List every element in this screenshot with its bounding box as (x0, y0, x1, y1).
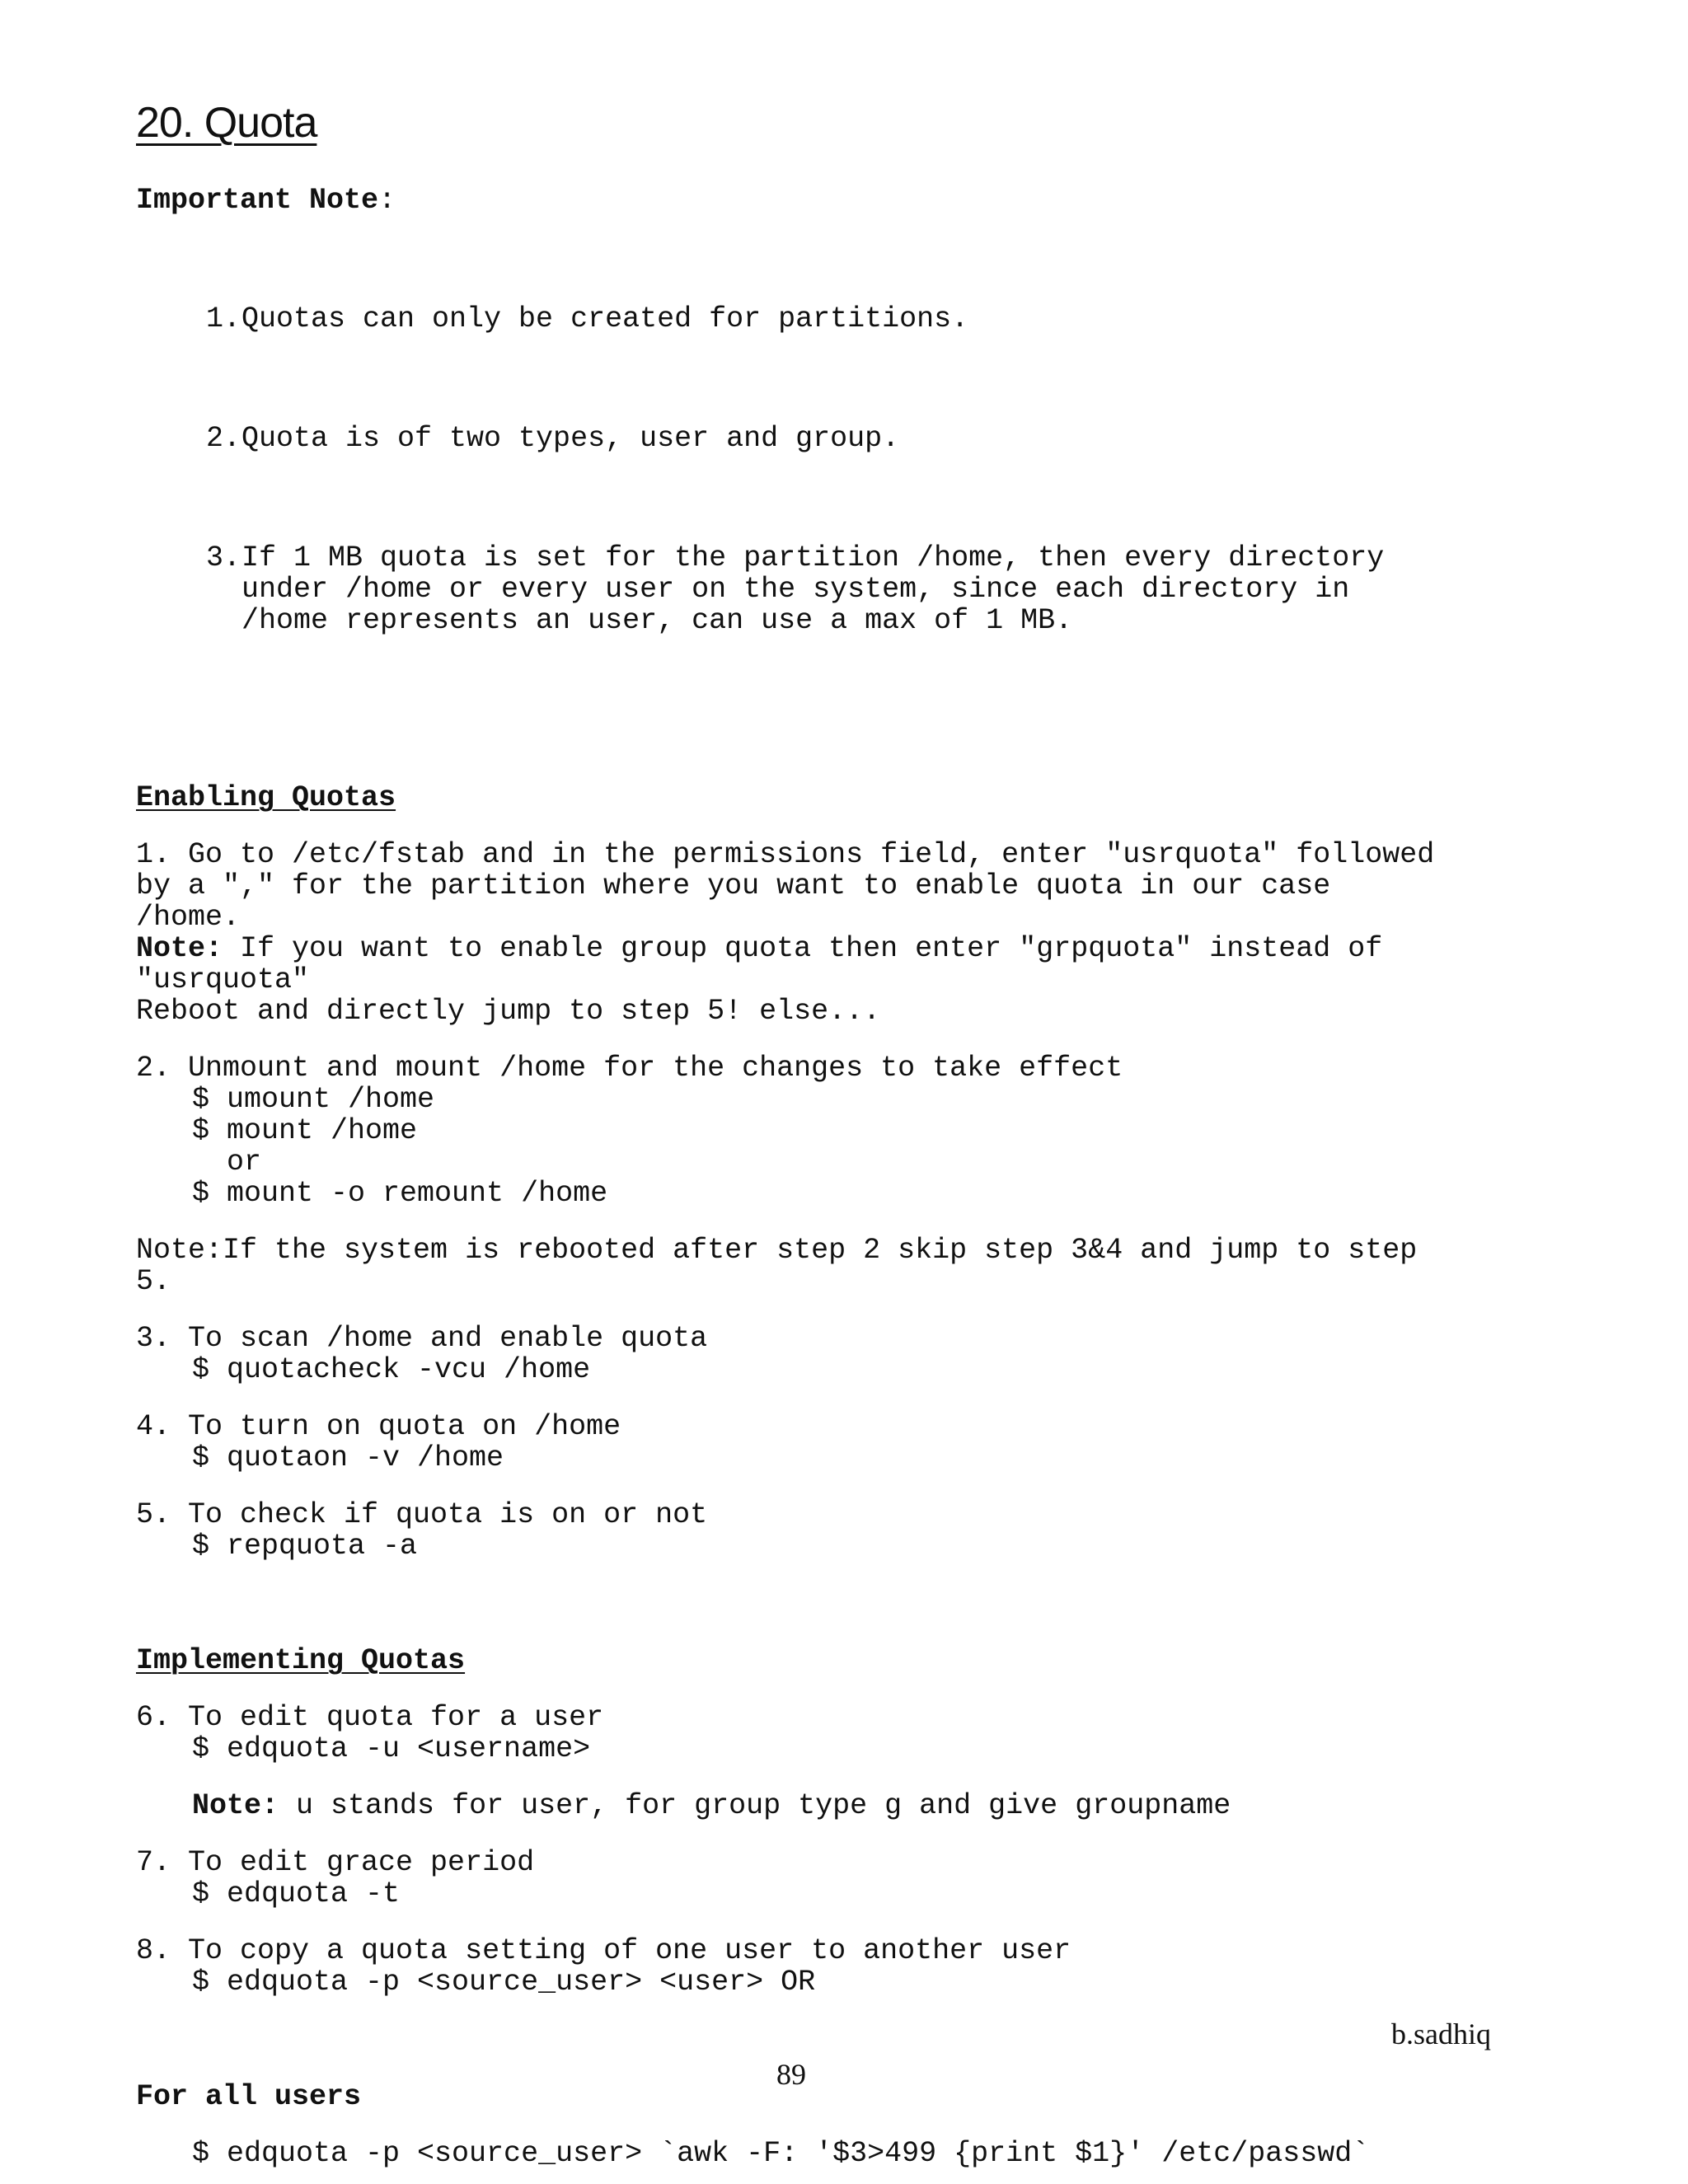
step-6-command: $ edquota -u <username> (192, 1732, 591, 1765)
step-4 (136, 1411, 1587, 1474)
step-5-command: $ repquota -a (192, 1530, 418, 1563)
list-item-text: Quota is of two types, user and group. (241, 422, 900, 455)
document-page (136, 82, 1587, 2169)
step-8-command: $ edquota -p <source_user> <user> OR (192, 1966, 816, 1999)
important-note-colon: : (378, 184, 396, 217)
note-reboot: Note:If the system is rebooted after step 2 skip step 3&4 and jump to step 5. (136, 1234, 1418, 1298)
step-5-text: 5. To check if quota is on or not (136, 1498, 708, 1531)
step-6-text: 6. To edit quota for a user (136, 1701, 604, 1734)
step-3-command: $ quotacheck -vcu /home (192, 1353, 591, 1386)
list-item-text: If 1 MB quota is set for the partition /home, then every directory under /home or every user on the system, since each directory in /home represents an user, can use a max of 1 MB. (241, 541, 1385, 637)
step-1-text: 1. Go to /etc/fstab and in the permissions field, enter "usrquota" followed by a "," for the partition where you want to enable quota in our case /home. (136, 838, 1435, 934)
all-users-command: $ edquota -p <source_user> `awk -F: '$3>499 {print $1}' /etc/passwd` (192, 2137, 1370, 2170)
list-item-number: 1. (205, 302, 241, 335)
step-1 (136, 839, 1587, 1027)
step-8-text: 8. To copy a quota setting of one user to another user (136, 1934, 1071, 1967)
step-3 (136, 1323, 1587, 1385)
step-2 (136, 1052, 1587, 1209)
footer-author: b.sadhiq (1391, 2018, 1491, 2050)
step-1-reboot-text: Reboot and directly jump to step 5! else... (136, 995, 881, 1028)
step-5 (136, 1499, 1587, 1562)
list-item-number: 3. (205, 541, 241, 574)
list-item (136, 423, 1587, 454)
page-number: 89 (776, 2058, 806, 2091)
important-note-heading: Important Note (136, 184, 379, 217)
section-heading-all-users (136, 2081, 1587, 2112)
section-heading-all-users-text: For all users (136, 2080, 362, 2113)
step-1-note-text: If you want to enable group quota then enter "grpquota" instead of "usrquota" (136, 932, 1383, 996)
step-2-text: 2. Unmount and mount /home for the changes to take effect (136, 1052, 1123, 1085)
step-6 (136, 1702, 1587, 1765)
step-8 (136, 1935, 1587, 1998)
step-4-command: $ quotaon -v /home (192, 1441, 504, 1474)
step-7-text: 7. To edit grace period (136, 1846, 535, 1879)
step-7-command: $ edquota -t (192, 1877, 401, 1910)
step-6-note-text: u stands for user, for group type g and give groupname (279, 1789, 1231, 1822)
step-2-commands: $ umount /home $ mount /home or $ mount -o remount /home (192, 1083, 608, 1210)
list-item-number: 2. (205, 422, 241, 455)
list-item (136, 303, 1587, 335)
section-heading-enabling (136, 782, 1587, 813)
page-title: 20. Quota (136, 99, 317, 147)
step-6-note (136, 1790, 1587, 1821)
section-heading-enabling-text: Enabling Quotas (136, 781, 396, 814)
step-4-text: 4. To turn on quota on /home (136, 1410, 621, 1443)
list-item-text: Quotas can only be created for partitions. (241, 302, 969, 335)
step-7 (136, 1847, 1587, 1910)
section-heading-implementing-text: Implementing Quotas (136, 1644, 466, 1677)
step-3-text: 3. To scan /home and enable quota (136, 1322, 708, 1355)
step-1-note-label: Note: (136, 932, 223, 965)
section-heading-implementing (136, 1645, 1587, 1676)
list-item (136, 542, 1587, 636)
important-note-label (136, 185, 1587, 216)
step-6-note-label: Note: (192, 1789, 279, 1822)
important-note-list (136, 216, 1587, 699)
